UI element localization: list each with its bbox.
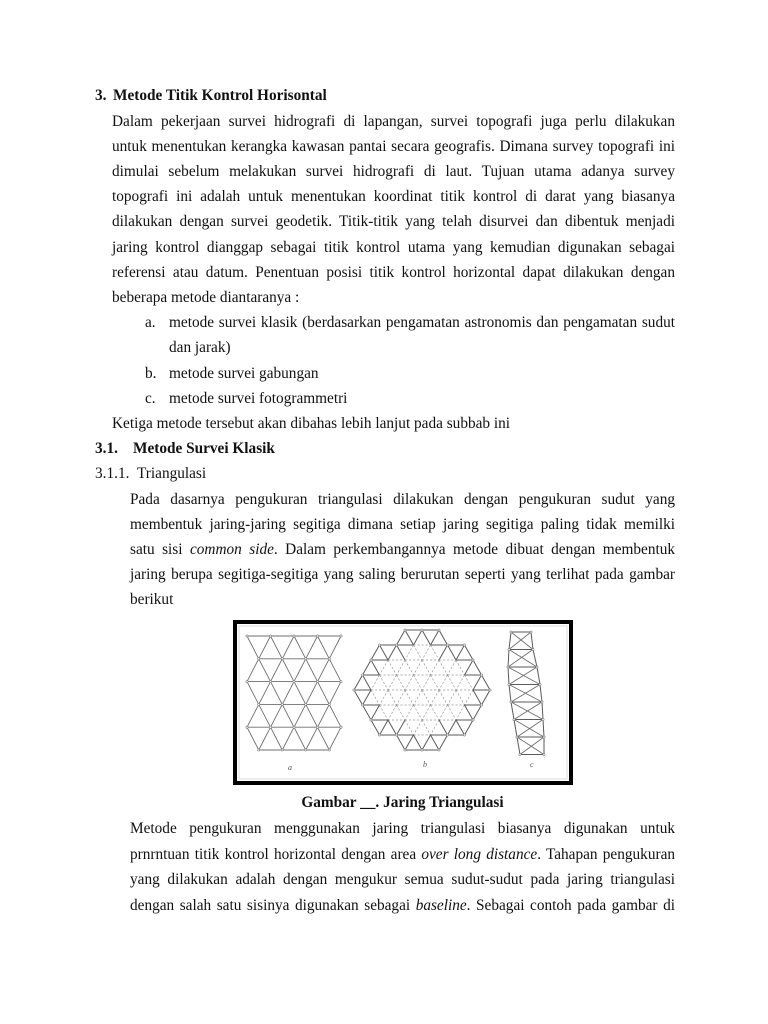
network-c-station bbox=[543, 753, 545, 755]
italic-term: over long distance bbox=[421, 845, 538, 863]
network-b-station bbox=[463, 644, 465, 646]
network-a-station bbox=[293, 635, 295, 637]
paragraph-line: dilakukan dengan survei geodetik. Titik-titik yang telah disurvei dan dibentuk menjadi bbox=[112, 213, 675, 231]
network-a-station bbox=[258, 749, 260, 751]
closing-sentence: Ketiga metode tersebut akan dibahas lebih lanjut pada subbab ini bbox=[112, 415, 511, 433]
paragraph-line bbox=[130, 537, 675, 562]
network-c-station bbox=[532, 648, 534, 650]
paragraph-line: jaring berupa segitiga-segitiga yang saling berurutan seperti yang terlihat pada gambar bbox=[130, 566, 675, 584]
text-run: dengan salah satu sisinya digunakan sebagai bbox=[130, 897, 416, 914]
network-a-station bbox=[269, 681, 271, 683]
network-b-station bbox=[421, 749, 423, 751]
network-a-station bbox=[281, 658, 283, 660]
paragraph-line: beberapa metode diantaranya : bbox=[112, 289, 300, 307]
section-title: Metode Titik Kontrol Horisontal bbox=[113, 87, 327, 105]
subsubsection-number: 3.1.1. bbox=[95, 465, 130, 483]
network-c-station bbox=[536, 666, 538, 668]
network-c-station bbox=[507, 666, 509, 668]
figure-caption: Gambar __. Jaring Triangulasi bbox=[301, 794, 504, 812]
subsubsection-title: Triangulasi bbox=[137, 465, 207, 483]
network-b-station bbox=[378, 734, 380, 736]
subsection-number: 3.1. bbox=[95, 440, 118, 458]
paragraph-line: yang dilakukan adalah dengan mengukur semua sudut-sudut pada jaring triangulasi bbox=[130, 871, 675, 889]
network-b-station bbox=[361, 674, 363, 676]
network-b-station bbox=[378, 644, 380, 646]
triangulation-figure bbox=[233, 620, 573, 785]
network-c-station bbox=[510, 631, 512, 633]
network-a-station bbox=[269, 726, 271, 728]
network-c-station bbox=[530, 631, 532, 633]
network-a-station bbox=[281, 703, 283, 705]
subsection-heading bbox=[0, 436, 768, 461]
network-b-station bbox=[438, 629, 440, 631]
list-item-line: metode survei fotogrammetri bbox=[169, 389, 348, 407]
list-marker: a. bbox=[145, 314, 156, 332]
network-a-station bbox=[258, 658, 260, 660]
network-b-station bbox=[370, 659, 372, 661]
triangulation-figure-image bbox=[233, 620, 573, 785]
intro-paragraph bbox=[0, 109, 768, 311]
paragraph-line: referensi atau datum. Penentuan posisi titik kontrol horizontal dapat dilakukan dengan bbox=[112, 263, 675, 281]
network-a-station bbox=[316, 635, 318, 637]
network-a-station bbox=[340, 726, 342, 728]
methods-list bbox=[0, 310, 768, 411]
network-b-station bbox=[395, 734, 397, 736]
network-b-station bbox=[361, 704, 363, 706]
network-b-station bbox=[353, 689, 355, 691]
network-a-station bbox=[246, 726, 248, 728]
network-c-station bbox=[519, 753, 521, 755]
network-b-station bbox=[480, 674, 482, 676]
network-a-station bbox=[328, 658, 330, 660]
italic-term: baseline bbox=[415, 897, 467, 914]
subsubsection-heading bbox=[0, 461, 768, 486]
continuation-paragraph bbox=[0, 816, 768, 919]
network-b-station bbox=[480, 704, 482, 706]
paragraph-line: Dalam pekerjaan survei hidrografi di lapangan, survei topografi juga perlu dilakukan bbox=[112, 112, 675, 130]
network-a-station bbox=[305, 703, 307, 705]
triangulation-paragraph bbox=[0, 487, 768, 613]
text-run: . Dalam perkembangannya metode dibuat dengan membentuk bbox=[273, 541, 676, 559]
network-c-station bbox=[508, 648, 510, 650]
paragraph-line bbox=[130, 893, 675, 919]
network-c-station bbox=[539, 683, 541, 685]
paragraph-line: Metode pengukuran menggunakan jaring triangulasi biasanya digunakan untuk bbox=[130, 819, 675, 837]
network-c-station bbox=[513, 718, 515, 720]
network-a-station bbox=[340, 635, 342, 637]
network-b-station bbox=[438, 749, 440, 751]
text-run: . Tahapan pengukuran bbox=[537, 845, 676, 863]
network-a-station bbox=[340, 681, 342, 683]
network-a-station bbox=[246, 681, 248, 683]
section-heading bbox=[0, 83, 768, 108]
panel-label-b: b bbox=[423, 760, 427, 769]
italic-term: common side bbox=[189, 541, 274, 559]
list-item-c bbox=[0, 386, 768, 411]
network-c-station bbox=[510, 701, 512, 703]
lower-text-block bbox=[0, 790, 768, 919]
subsection-title: Metode Survei Klasik bbox=[133, 440, 275, 458]
network-b-station bbox=[404, 629, 406, 631]
network-a-station bbox=[305, 658, 307, 660]
paragraph-line: untuk menentukan kerangka kawasan pantai secara geografis. Dimana survey topografi ini bbox=[112, 137, 675, 155]
list-item-line: metode survei klasik (berdasarkan pengamatan astronomis dan pengamatan sudut bbox=[169, 314, 675, 332]
network-c-station bbox=[516, 736, 518, 738]
network-a-station bbox=[316, 681, 318, 683]
text-run: prnrntuan titik kontrol horizontal dengan area bbox=[130, 845, 422, 863]
list-marker: c. bbox=[145, 389, 156, 407]
list-item-line: metode survei gabungan bbox=[169, 364, 319, 382]
network-c-station bbox=[508, 683, 510, 685]
list-item-line: dan jarak) bbox=[169, 339, 231, 357]
network-b-station bbox=[404, 749, 406, 751]
text-run: satu sisi bbox=[130, 541, 190, 559]
list-item-b bbox=[0, 361, 768, 386]
network-a-station bbox=[293, 726, 295, 728]
network-b-station bbox=[446, 644, 448, 646]
network-a-station bbox=[328, 703, 330, 705]
list-marker: b. bbox=[145, 364, 157, 382]
network-a-station bbox=[305, 749, 307, 751]
network-c-station bbox=[543, 736, 545, 738]
network-b-station bbox=[472, 659, 474, 661]
text-run: . Sebagai contoh pada gambar di bbox=[466, 897, 675, 914]
network-c-station bbox=[541, 701, 543, 703]
network-a-station bbox=[269, 635, 271, 637]
network-a-station bbox=[316, 726, 318, 728]
network-a-station bbox=[258, 703, 260, 705]
paragraph-line: dimulai sebelum melakukan survei hidrografi di laut. Tujuan utama adanya survey bbox=[112, 163, 675, 180]
paragraph-line: membentuk jaring-jaring segitiga dimana setiap jaring segitiga paling tidak memilki bbox=[130, 515, 675, 533]
network-b-station bbox=[370, 719, 372, 721]
network-b-station bbox=[463, 734, 465, 736]
panel-label-c: c bbox=[530, 760, 534, 769]
paragraph-line: jaring kontrol dianggap sebagai titik kontrol utama yang kemudian digunakan sebagai bbox=[112, 238, 675, 256]
network-b-station bbox=[421, 629, 423, 631]
section-number: 3. bbox=[95, 87, 107, 105]
network-c-station bbox=[542, 718, 544, 720]
network-a-station bbox=[328, 749, 330, 751]
panel-label-a: a bbox=[288, 763, 292, 772]
network-a-station bbox=[293, 681, 295, 683]
list-item-a bbox=[0, 310, 768, 360]
paragraph-line bbox=[130, 842, 675, 868]
paragraph-line: Pada dasarnya pengukuran triangulasi dilakukan dengan pengukuran sudut yang bbox=[130, 490, 675, 508]
network-b-station bbox=[472, 719, 474, 721]
network-b-station bbox=[395, 644, 397, 646]
network-b-station bbox=[446, 734, 448, 736]
upper-text-block bbox=[0, 83, 768, 612]
paragraph-line: topografi ini adalah untuk menentukan koordinat titik kontrol di darat yang biasanya bbox=[112, 188, 675, 206]
network-b-station bbox=[489, 689, 491, 691]
network-a-station bbox=[246, 635, 248, 637]
network-a-station bbox=[281, 749, 283, 751]
paragraph-line: berikut bbox=[130, 591, 174, 609]
